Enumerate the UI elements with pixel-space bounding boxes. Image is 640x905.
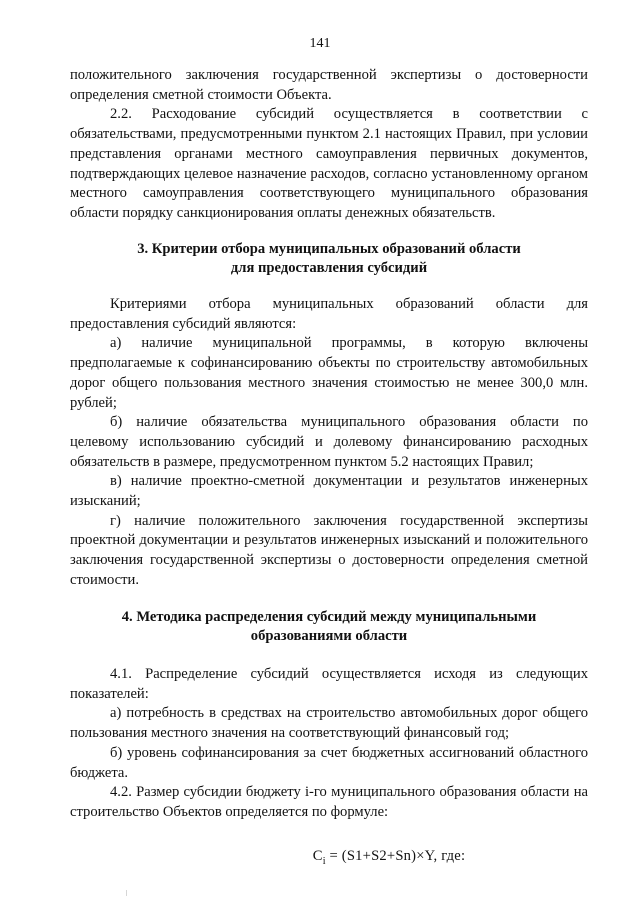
scan-mark (126, 890, 127, 896)
criterion-g: г) наличие положительного заключения государственной экспертизы проектной документации и результатов инженерных изысканий и положительного заключения государственной экспертизы о достоверности определения сметной стоимости. (70, 512, 588, 588)
criterion-b: б) наличие обязательства муниципального образования области по целевому использованию субсидий и долевому финансированию расходных обязательств в размере, предусмотренном пунктом 5.2 настоящих Правил; (70, 414, 588, 470)
document-body (70, 66, 588, 871)
section-4-heading-line-1: 4. Методика распределения субсидий между муниципальными (121, 608, 537, 625)
formula-subscript: i (322, 855, 326, 867)
section-3-heading (70, 240, 588, 279)
formula-rhs: = (S1+S2+Sn)×Y, где: (325, 847, 466, 864)
formula-lhs: C (312, 847, 323, 864)
indicator-b: б) уровень софинансирования за счет бюджетных ассигнований областного бюджета. (70, 744, 588, 781)
criterion-a: а) наличие муниципальной программы, в которую включены предполагаемые к софинансированию объекты по строительству автомобильных дорог общего пользования местного значения стоимостью не менее 300,0 млн. рублей; (70, 335, 588, 411)
section-3-heading-line-1: 3. Критерии отбора муниципальных образований области (137, 240, 521, 257)
section-3-heading-line-2: для предоставления субсидий (230, 260, 428, 277)
page-number: 141 (309, 36, 331, 51)
section-4-heading-line-2: образованиями области (250, 628, 408, 645)
indicator-a: а) потребность в средствах на строительство автомобильных дорог общего пользования местного значения на соответствующий финансовый год; (70, 705, 588, 742)
section-4-heading (70, 608, 588, 647)
subsidy-formula (70, 847, 588, 872)
section-3-intro: Критериями отбора муниципальных образований области для предоставления субсидий являются: (70, 296, 588, 332)
paragraph-2-2: 2.2. Расходование субсидий осуществляется в соответствии с обязательствами, предусмотренными пунктом 2.1 настоящих Правил, при условии представления органами местного самоуправления первичных документов, подтверждающих целевое назначение расходов, согласно установленному органом местного самоуправления соответствующего муниципального образования области порядку санкционирования оплаты денежных обязательств. (70, 106, 588, 221)
paragraph-4-1: 4.1. Распределение субсидий осуществляется исходя из следующих показателей: (70, 665, 588, 702)
paragraph-4-2: 4.2. Размер субсидии бюджету i-го муниципального образования области на строительство Объектов определяется по формуле: (70, 784, 588, 820)
criterion-v: в) наличие проектно-сметной документации и результатов инженерных изысканий; (70, 473, 588, 510)
paragraph-continuation: положительного заключения государственной экспертизы о достоверности определения сметной стоимости Объекта. (70, 67, 588, 103)
